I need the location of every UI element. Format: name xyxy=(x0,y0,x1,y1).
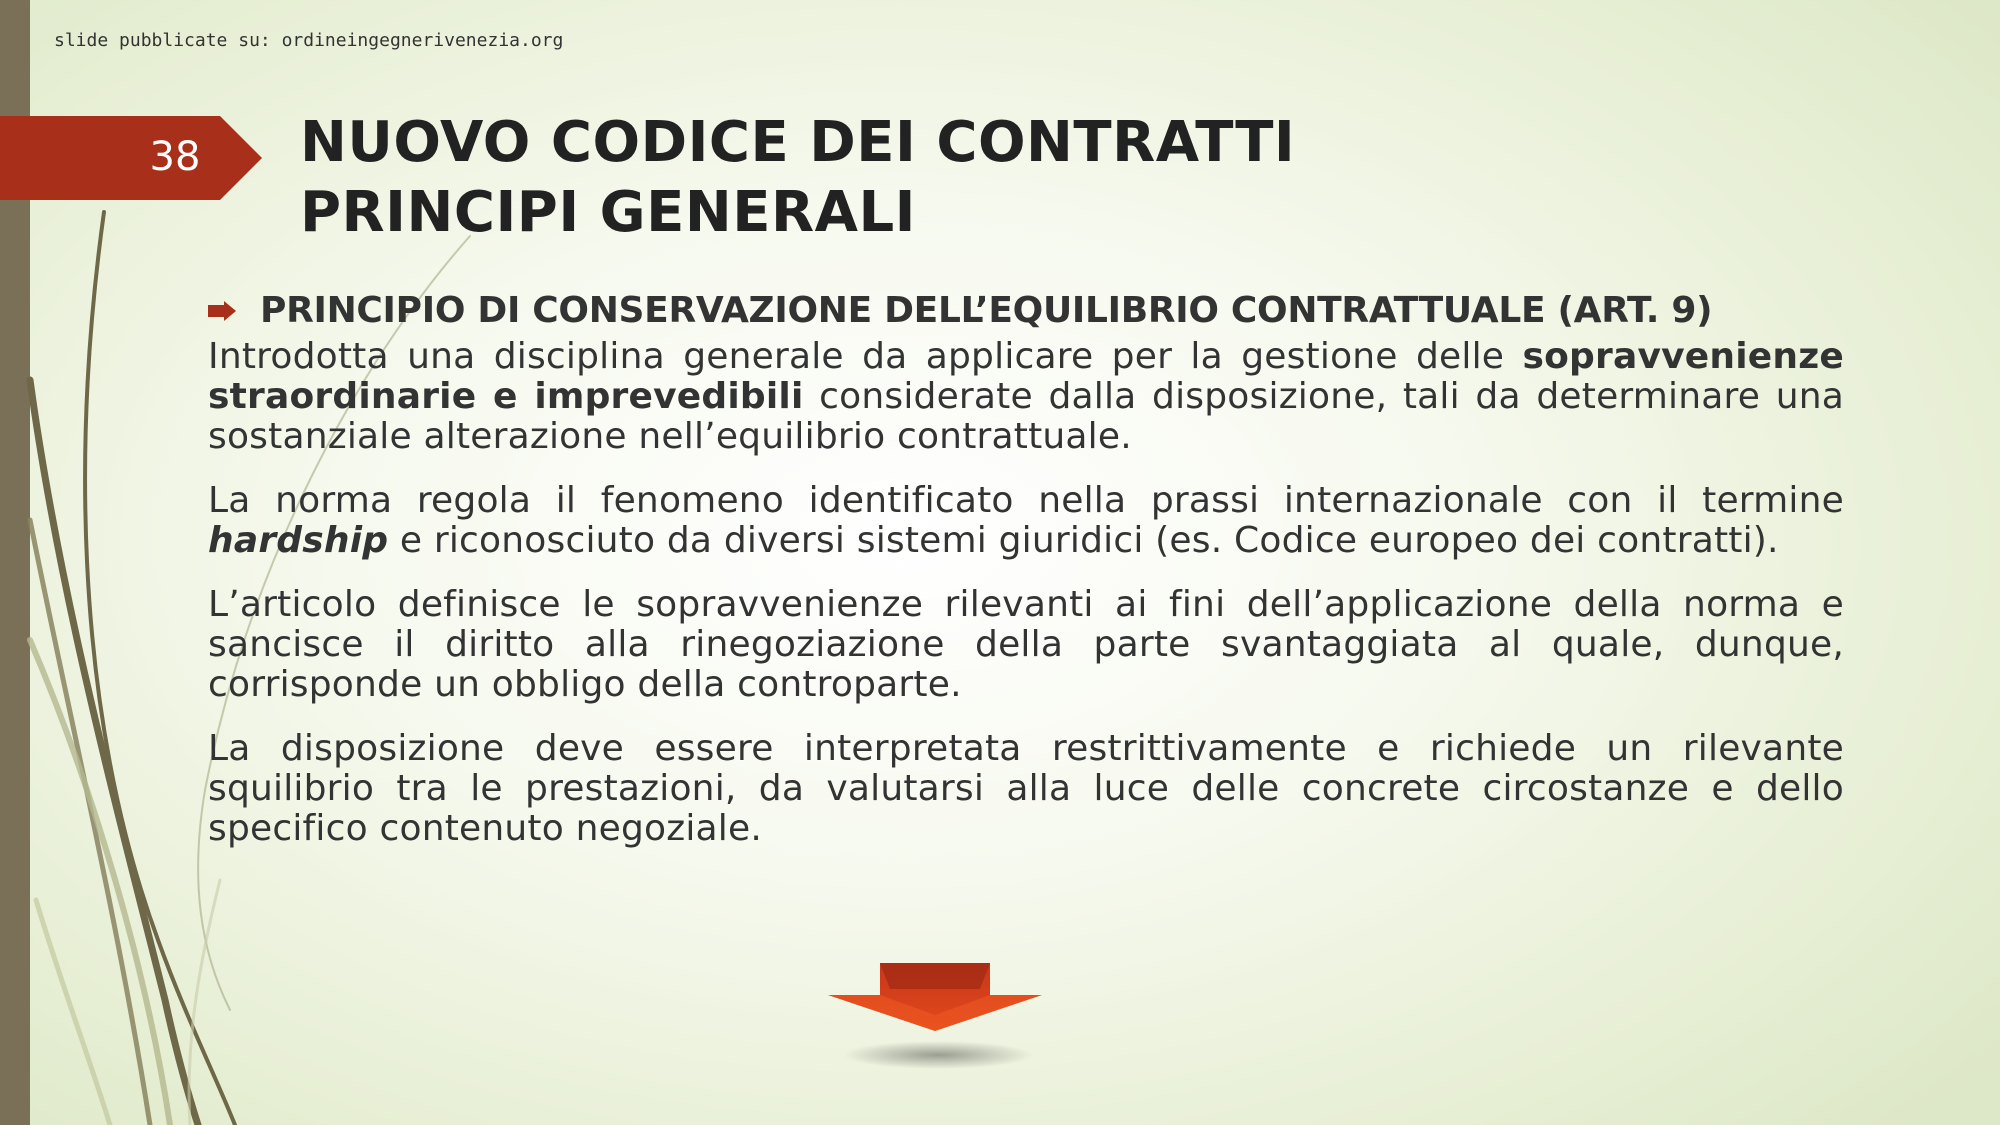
badge-shape xyxy=(0,116,262,200)
slide-content xyxy=(208,290,1844,873)
bullet-item xyxy=(208,290,1844,331)
paragraph-3: L’articolo definisce le sopravvenienze rilevanti ai fini dell’applicazione della norma e sancisce il diritto alla rinegoziazione della parte svantaggiata al quale, dunque, corrisponde un obbligo della controparte. xyxy=(208,584,1844,705)
paragraph-2-text-a: La norma regola il fenomeno identificato nella prassi internazionale con il termine xyxy=(208,480,1844,521)
slide-title xyxy=(300,108,1295,248)
slide-number: 38 xyxy=(149,134,201,180)
slide-title-line-2: PRINCIPI GENERALI xyxy=(300,180,916,245)
down-arrow-icon[interactable] xyxy=(820,955,1050,1075)
arrow-bullet-icon xyxy=(208,299,238,323)
slide-number-badge xyxy=(0,116,262,200)
paragraph-4: La disposizione deve essere interpretata restrittivamente e richiede un rilevante squilibrio tra le prestazioni, da valutarsi alla luce delle concrete circostanze e dello specifico contenuto negoziale. xyxy=(208,728,1844,849)
slide-title-line-1: NUOVO CODICE DEI CONTRATTI xyxy=(300,110,1296,175)
paragraph-1 xyxy=(208,337,1844,457)
paragraph-1-text-a: Introdotta una disciplina generale da applicare per la gestione delle xyxy=(208,336,1523,377)
paragraph-2-bold-italic: hardship xyxy=(208,520,389,561)
paragraph-1-text-b: considerate dalla disposizione, tali da determinare una sostanziale alterazione nell’equilibrio contrattuale. xyxy=(208,376,1844,457)
source-note: slide pubblicate su: ordineingegnerivenezia.org xyxy=(54,30,564,51)
paragraph-2-text-b: e riconosciuto da diversi sistemi giuridici (es. Codice europeo dei contratti). xyxy=(388,520,1779,561)
paragraph-1-bold: sopravvenienze straordinarie e imprevedibili xyxy=(208,336,1844,417)
paragraph-2 xyxy=(208,481,1844,561)
bullet-heading: PRINCIPIO DI CONSERVAZIONE DELL’EQUILIBRIO CONTRATTUALE (ART. 9) xyxy=(260,290,1713,331)
